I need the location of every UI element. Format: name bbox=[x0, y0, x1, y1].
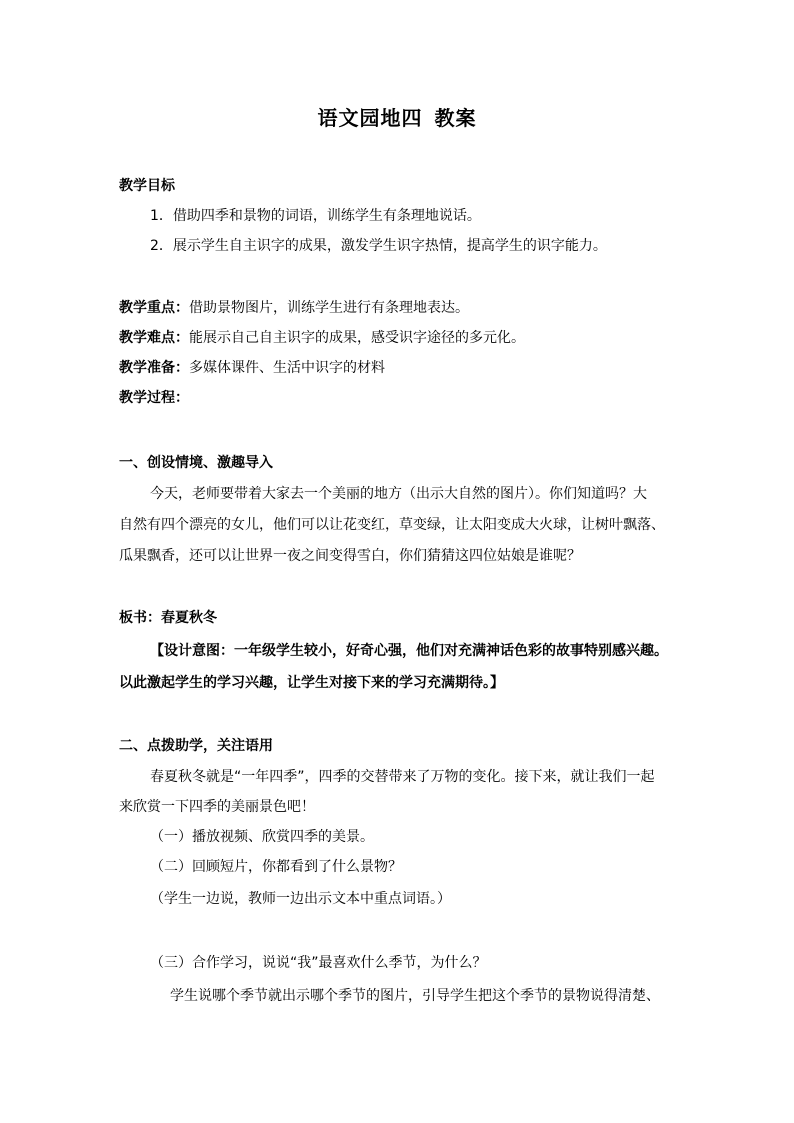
step-2-note: （学生一边说，教师一边出示文本中重点词语。） bbox=[150, 891, 451, 907]
step-1: （一）播放视频、欣赏四季的美景。 bbox=[150, 829, 374, 845]
design-intent-line-1: 【设计意图：一年级学生较小，好奇心强，他们对充满神话色彩的故事特别感兴趣。 bbox=[150, 643, 668, 659]
section1-paragraph-line-3: 瓜果飘香，还可以让世界一夜之间变得雪白，你们猜猜这四位姑娘是谁呢？ bbox=[119, 548, 581, 564]
step-3-paragraph: 学生说哪个季节就出示哪个季节的图片，引导学生把这个季节的景物说得清楚、 bbox=[170, 988, 660, 1004]
page-title bbox=[0, 104, 794, 132]
section1-paragraph-line-1: 今天，老师要带着大家去一个美丽的地方（出示大自然的图片）。你们知道吗？大 bbox=[150, 486, 647, 502]
key-point bbox=[119, 298, 469, 318]
prep-text: 多媒体课件、生活中识字的材料 bbox=[189, 360, 385, 376]
objective-1: 1．借助四季和景物的词语，训练学生有条理地说话。 bbox=[150, 208, 481, 224]
section2-paragraph-line-2: 来欣赏一下四季的美丽景色吧！ bbox=[119, 799, 315, 815]
design-intent-line-2: 以此激起学生的学习兴趣，让学生对接下来的学习充满期待。】 bbox=[119, 675, 504, 691]
section1-paragraph-line-2: 自然有四个漂亮的女儿，他们可以让花变红，草变绿，让太阳变成大火球，让树叶飘落、 bbox=[119, 517, 665, 533]
key-point-label: 教学重点： bbox=[119, 300, 189, 316]
key-point-text: 借助景物图片，训练学生进行有条理地表达。 bbox=[189, 300, 469, 316]
step-2: （二）回顾短片，你都看到了什么景物？ bbox=[150, 859, 402, 875]
section2-paragraph-line-1: 春夏秋冬就是“一年四季”，四季的交替带来了万物的变化。接下来，就让我们一起 bbox=[150, 769, 655, 785]
difficulty bbox=[119, 328, 525, 348]
section2-heading: 二、点拨助学，关注语用 bbox=[119, 738, 273, 754]
title-main: 语文园地四 bbox=[317, 106, 423, 130]
objective-2: 2．展示学生自主识字的成果，激发学生识字热情，提高学生的识字能力。 bbox=[150, 238, 607, 254]
section1-heading: 一、创设情境、激趣导入 bbox=[119, 455, 273, 471]
objectives-heading: 教学目标 bbox=[119, 178, 175, 194]
step-3: （三）合作学习，说说“我”最喜欢什么季节，为什么？ bbox=[150, 955, 487, 971]
difficulty-text: 能展示自己自主识字的成果，感受识字途径的多元化。 bbox=[189, 330, 525, 346]
board-text: 板书：春夏秋冬 bbox=[119, 610, 217, 626]
difficulty-label: 教学难点： bbox=[119, 330, 189, 346]
title-sub: 教案 bbox=[434, 106, 477, 130]
process-label: 教学过程： bbox=[119, 390, 189, 406]
preparation bbox=[119, 358, 385, 378]
prep-label: 教学准备： bbox=[119, 360, 189, 376]
